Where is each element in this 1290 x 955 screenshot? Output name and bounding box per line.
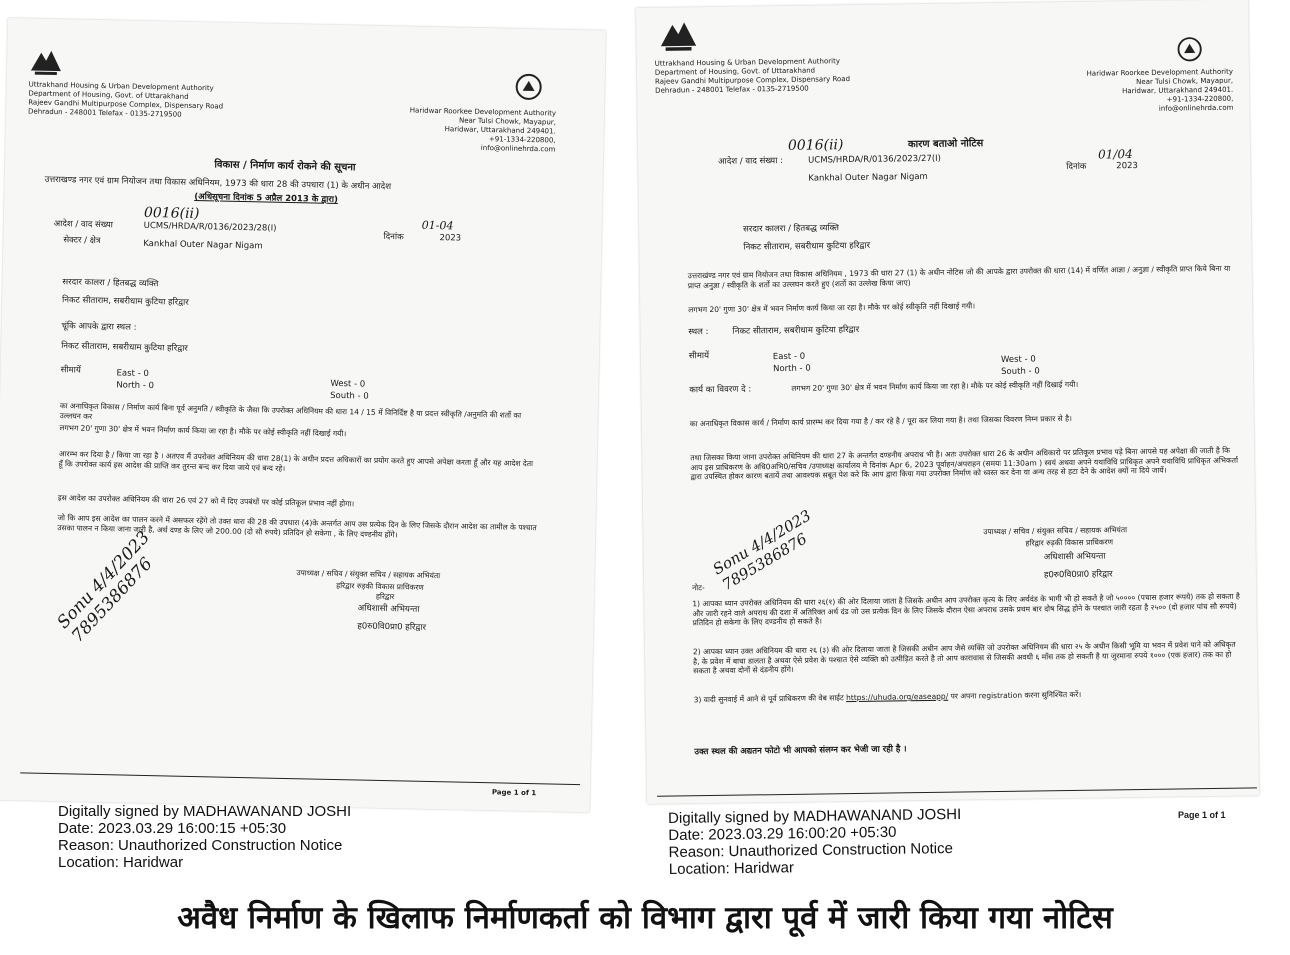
authority-line: Dehradun - 248001 Telefax - 0135-2719500 (27, 107, 182, 119)
right-authority-block (1057, 68, 1234, 115)
authority-line: +91-1334-220800, (1166, 94, 1234, 104)
addressee: सरदार कालरा / हितबद्ध व्यक्ति (62, 277, 159, 290)
authority-line: info@onlinehrda.com (480, 143, 556, 154)
authority-line: Haridwar Roorkee Development Authority (409, 106, 557, 118)
authority-line: Uttrakhand Housing & Urban Development Authority (28, 80, 214, 93)
paragraph-1b: लगभग 20' गुणा 30' क्षेत्र में भवन निर्माण कार्य किया जा रहा है। मौके पर कोई स्वीकृति नहीं दिखाई गयी। (59, 423, 347, 439)
signatory-line-2: हरिद्वार रुड़की विकास प्राधिकरण (336, 580, 424, 592)
hrda-logo (1176, 36, 1202, 66)
notice-subheading: उत्तराखण्ड नगर एवं ग्राम नियोजन तथा विकास अधिनियम, 1973 की धारा 28 की उपधारा (1) के अधीन आदेश (44, 174, 392, 193)
signatory-line-4: ह0रु0वि0प्रा0 हरिद्वार (1043, 569, 1113, 581)
place-label: स्थल : (688, 327, 709, 338)
handwritten-ref: 0016(ii) (143, 204, 200, 223)
paragraph-2: का अनाधिकृत विकास कार्य / निर्माण कार्य प्रारम्भ कर दिया गया है / कर रहे है / पूरा कर लिया गया है। तथा जिसका विवरण निम्न प्रकार से है। (689, 413, 1072, 429)
date-year: 2023 (439, 233, 462, 244)
authority-line: Near Tulsi Chowk, Mayapur, (1136, 76, 1234, 87)
digital-signature-line: Location: Haridwar (58, 854, 184, 871)
authority-line: info@onlinehrda.com (1158, 103, 1234, 113)
paragraph-4: जो कि आप इस आदेश का पालन करने में असफल रहेंगे तो उक्त धारा की 28 की उपधारा (4)के अन्तर्गत आप उस प्रत्येक दिन के लिए जिसके दौरान आदेश का तामील के पश्चात उसका पालन न किया जाना जारी है, अर्थ दण्ड के लिए जो 200.00 (दो सौ रुपये) प्रतिदिन हो सकेगा , के लिए दण्डनीय होंगे। (57, 513, 537, 539)
west-bound: West - 0 (330, 378, 366, 390)
sector-value: Kankhal Outer Nagar Nigam (808, 171, 928, 184)
handwritten-acknowledgement: Sonu 4/4/2023 7895386876 (709, 506, 815, 594)
case-number: UCMS/HRDA/R/0136/2023/28(I) (143, 220, 277, 234)
uhuda-logo (29, 44, 64, 83)
authority-line: Near Tulsi Chowk, Mayapur, (458, 116, 557, 127)
note-2: 2) आपका ध्यान उक्त अधिनियम की धारा २६ (३) की ओर दिलाया जाता है जिसकी अधीन आप जैसे व्यक्ति जो उपरोक्त अधिनियम की धारा २५ के अधीन किसी भूमि या भवन में प्रवेश पाने को अधिकृत है, के प्रवेश में बाधा डालता है अथवा ऐसे प्रवेश के पश्चात ऐसे व्यक्ति को उत्पीड़ित करते है तो आप कारावास से जिसकी अवधी ६ माँस तक हो सकती है या जुरमाना रुपये १००० (एक हजार) तक का हो सकता है अथवा दोनों से दंडनीय होंगे। (692, 639, 1236, 676)
authority-line: Haridwar Roorkee Development Authority (1086, 67, 1234, 78)
east-bound: East - 0 (116, 368, 149, 380)
case-label: आदेश / वाद संख्या (53, 219, 114, 231)
date-year: 2023 (1116, 161, 1138, 172)
paragraph-1: का अनाधिकृत विकास / निर्माण कार्य बिना पूर्व अनुमति / स्वीकृति के जैसा कि उपरोक्त अधिनियम की धारा 14 / 15 में विनिर्दिष्ट है या प्रदत्त स्वीकृति /अनुमति की शर्तो का उल्लघन कर (59, 401, 522, 421)
digital-signature-line: Reason: Unauthorized Construction Notice (668, 840, 954, 861)
note-3 (694, 688, 1242, 705)
hrda-logo (514, 73, 543, 106)
page-number: Page 1 of 1 (491, 788, 537, 798)
date-label: दिनांक (1066, 161, 1087, 173)
authority-line: Haridwar, Uttarakhand 249401. (444, 125, 556, 136)
authority-line: Department of Housing, Govt. of Uttarakhand (654, 66, 816, 77)
left-authority-block (28, 80, 289, 121)
note-3-text: 3) वादी सुनवाई में आने से पूर्व प्राधिकरण की वेब साईट (693, 693, 844, 705)
note-1: 1) आपका ध्यान उपरोक्त अधिनियम की धारा २६(१) की ओर दिलाया जाता है जिसके अधीन आप उपरोक्त कृत्य के लिए अर्थदंड के भागी भी हो सकते है जो ५०००० (पचास हजार रूपये) तक हो सकता है और जारी रहने वाले अपराध की दशा में अतिरिक्त अर्थ दंड जो उस प्रत्येक दिन के लिए जिसके दौरान ऐसा अपराध उसके प्रथम बार दोष सिद्ध होने के पश्चात जारी रहता है २५०० (दो हजार पांच सौ रूपये) प्रतिदिन हो सकेगा के लिए दण्डनीय हो सकते है। (692, 591, 1240, 628)
image-caption: अवैध निर्माण के खिलाफ निर्माणकर्ता को विभाग द्वारा पूर्व में जारी किया गया नोटिस (177, 900, 1113, 936)
west-bound: West - 0 (1000, 354, 1036, 365)
paragraph-1b: लगभग 20' गुणा 30' क्षेत्र में भवन निर्माण कार्य किया जा रहा है। मौके पर कोई स्वीकृति नहीं दिखाई गयी। (688, 301, 976, 315)
authority-line: Dehradun - 248001 Telefax - 0135-2719500 (655, 84, 809, 95)
signatory-line-1: उपाध्यक्ष / सचिव / संयुक्त सचिव / सहायक अभियंता (296, 568, 441, 581)
north-bound: North - 0 (772, 363, 811, 375)
footer-rule (657, 787, 1257, 796)
digital-signature-line: Digitally signed by MADHAWANAND JOSHI (668, 805, 962, 827)
stop-work-notice-document (0, 18, 606, 812)
footer-rule (20, 772, 580, 785)
bounds-label: सीमायें (60, 365, 81, 376)
right-authority-block (385, 106, 556, 155)
authority-line: Department of Housing, Govt. of Uttarakhand (28, 89, 189, 101)
authority-line: +91-1334-220800, (488, 135, 556, 145)
handwritten-date: 01/04 (1097, 147, 1133, 162)
place-intro: चूंकि आपके द्वारा स्थल : (61, 321, 137, 333)
handwritten-ref: 0016(ii) (787, 137, 844, 154)
addressee: सरदार कालरा / हितबद्ध व्यक्ति (743, 223, 840, 235)
note-3-text-end: पर अपना registration करना सुनिश्चित करें। (950, 689, 1082, 701)
uhuda-logo (658, 15, 699, 60)
date-label: दिनांक (383, 231, 404, 243)
sector-value: Kankhal Outer Nagar Nigam (143, 238, 263, 252)
case-label: आदेश / वाद संख्या : (718, 155, 784, 167)
case-number: UCMS/HRDA/R/0136/2023/27(I) (808, 153, 942, 166)
work-description: लगभग 20' गुणा 30' क्षेत्र में भवन निर्माण कार्य किया जा रहा है। मौके पर कोई स्वीकृति नहीं दिखाई गयी। (791, 379, 1079, 393)
signatory-line-3: अधिशासी अभियन्ता (1043, 551, 1106, 563)
left-digital-signature (58, 803, 351, 871)
signatory-line-5: ह0रु0वि0प्रा0 हरिद्वार (357, 621, 427, 633)
authority-line: Haridwar, Uttarakhand 249401. (1122, 85, 1234, 96)
authority-line: Rajeev Gandhi Multipurpose Complex, Dispensary Road (28, 98, 224, 111)
notice-heading: विकास / निर्माण कार्य रोकने की सूचना (214, 159, 356, 174)
paragraph-2: आरम्भ कर दिया है / किया जा रहा है । अतएव मैं उपरोक्त अधिनियम की धारा 28(1) के अधीन प्रदत्त अधिकारों का प्रयोग करते हुए आपसे अपेक्षा करता हूँ और यह आदेश देता हूँ कि उपरोक्त कार्य इस आदेश की प्राप्ति कर तुरन्त बन्द कर दिया जाये एवं बन्द रहे। (58, 449, 534, 473)
notice-heading: कारण बताओ नोटिस (907, 138, 984, 151)
paragraph-3: तथा जिसका किया जाना उपरोक्त अधिनियम की धारा 27 के अन्तर्गत दण्डनीय अपराध भी है। अतः उपरोक्त धारा 26 के अधीन अधिकारो पर प्रतिकूल प्रभाव पड़े बिना आपसे यह अपेक्षा की जाती है कि आप इस प्राधिकरण के अधि0अभि0/सचिव /उपाध्यक्ष कार्यालय मे दिनांक Apr 6, 2023 पूर्वाहन/अपराहन (समयः 11:30am ) स्वयं अथवा अपने यथाविधि प्राधिकृत अपने यथाविधि प्राधिकृत अभिकर्ता द्वारा उपस्थित होकर कारण बतायें तथा आवश्यक सबूत पेश करे कि आप द्वारा किया गया उपरोक्त निर्माण को ध्वस्त कर देना या अन्य तरह से हटा देने के आदेश क्यों ना दिये जायें। (690, 445, 1239, 482)
photo-attached-line: उक्त स्थल की अद्यतन फोटो भी आपको संलग्न कर भेजी जा रही है । (694, 744, 907, 758)
show-cause-notice-document (636, 0, 1259, 804)
north-bound: North - 0 (116, 380, 155, 392)
note-label: नोट- (692, 583, 705, 593)
handwritten-acknowledgement: Sonu 4/4/2023 7895386876 (53, 527, 157, 647)
digital-signature-line: Location: Haridwar (668, 859, 794, 878)
paragraph-3: इस आदेश का उपरोक्त अधिनियम की धारा 26 एवं 27 को में दिए उपबंधों पर कोई प्रतिकूल प्रभाव नहीं होगा। (57, 493, 355, 509)
page-number: Page 1 of 1 (1178, 810, 1226, 820)
place: निकट सीताराम, सबरीधाम कुटिया हरिद्वार (732, 324, 860, 337)
east-bound: East - 0 (772, 351, 806, 363)
left-authority-block (655, 56, 915, 96)
authority-line: Rajeev Gandhi Multipurpose Complex, Dispensary Road (654, 75, 851, 86)
sector-label: सेक्टर / क्षेत्र (63, 235, 101, 246)
paragraph-1: उत्तराखंण्ड नगर एवं ग्राम नियोजन तथा विकास अधिनियम , 1973 की धारा 27 (1) के अधीन नोटिस जो की आपके द्वारा उपरोक्त की धारा (14) में वर्णित आज्ञा / अनुज्ञा / स्वीकृति प्राप्त किये बिना या प्राप्त अनुज्ञा / स्वीकृति के शर्तो का उल्लघन करते हुए (शर्तो का उल्लेख किया जाए) (687, 263, 1231, 290)
south-bound: South - 0 (1001, 366, 1040, 377)
signatory-line-2: हरिद्वार रुड़की विकास प्राधिकरण (1025, 537, 1114, 548)
address: निकट सीताराम, सबरीधाम कुटिया हरिद्वार (743, 240, 871, 253)
notification-line: (अधिसूचना दिनांक 5 अप्रैल 2013 के द्वारा) (194, 191, 339, 205)
digital-signature-line: Date: 2023.03.29 16:00:20 +05:30 (668, 823, 897, 844)
digital-signature-line: Digitally signed by MADHAWANAND JOSHI (58, 803, 352, 820)
signatory-line-4: अधिशासी अभियन्ता (357, 603, 420, 615)
address: निकट सीताराम, सबरीधाम कुटिया हरिद्वार (61, 295, 189, 308)
south-bound: South - 0 (330, 390, 369, 402)
right-digital-signature (668, 806, 962, 878)
digital-signature-line: Reason: Unauthorized Construction Notice (58, 837, 343, 854)
website-link[interactable]: https://uhuda.org/easeapp/ (846, 691, 949, 703)
work-label: कार्य का विवरण दे : (689, 384, 752, 396)
digital-signature-line: Date: 2023.03.29 16:00:15 +05:30 (58, 820, 287, 837)
place: निकट सीताराम, सबरीधाम कुटिया हरिद्वार (61, 341, 188, 354)
handwritten-date: 01-04 (421, 218, 454, 233)
bounds-label: सीमायें (688, 351, 710, 362)
signatory-line-3: हरिद्वार (375, 591, 395, 602)
authority-line: Uttrakhand Housing & Urban Development Authority (654, 57, 840, 68)
signatory-line-1: उपाध्यक्ष / सचिव / संयुक्त सचिव / सहायक अभियंता (983, 525, 1128, 537)
